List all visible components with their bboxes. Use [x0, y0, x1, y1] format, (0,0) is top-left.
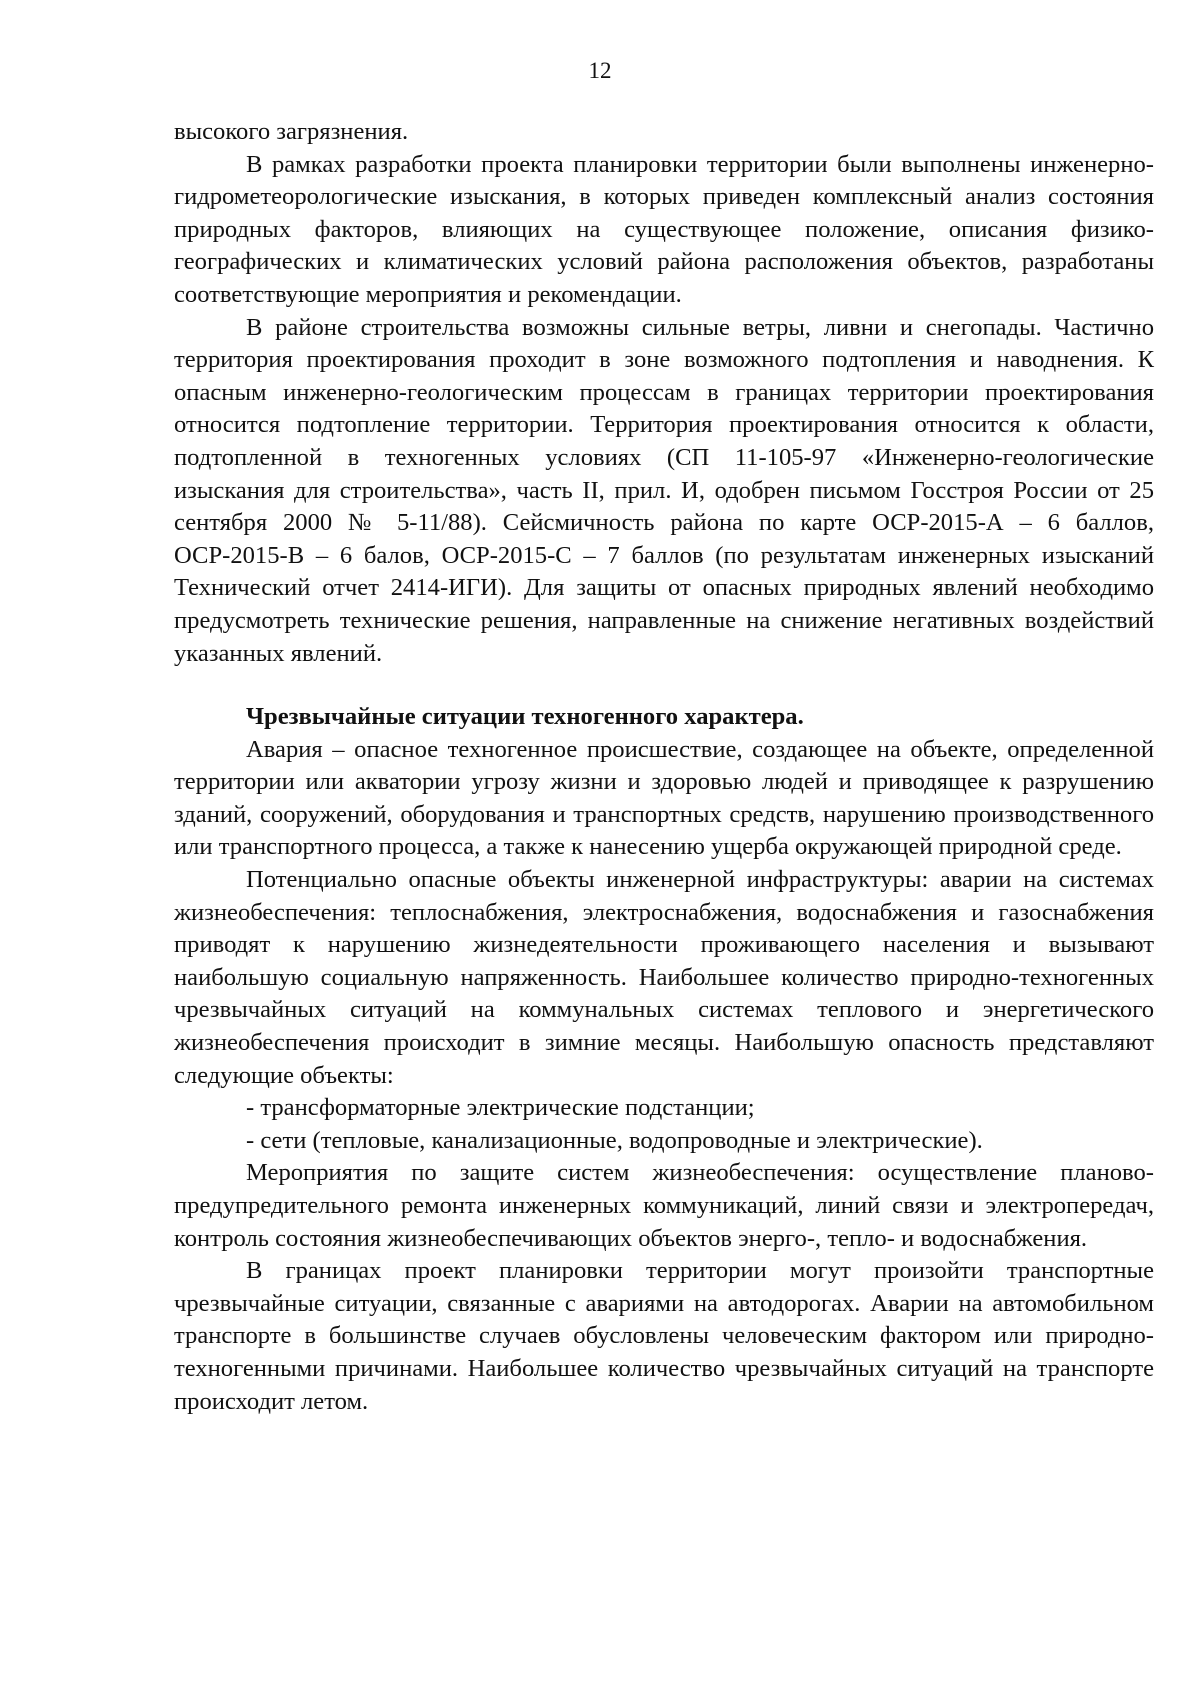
paragraph-transport-emergencies: В границах проект планировки территории могут произойти транспортные чрезвычайные ситуации, связанные с авариями на автодорогах. Аварии на автомобильном транспорте в большинстве случаев обусловлены человеческим фактором или природно-техногенными причинами. Наибольшее количество чрезвычайных ситуаций на транспорте происходит летом. — [174, 1257, 1154, 1415]
paragraph-continuation: высокого загрязнения. — [174, 118, 409, 145]
paragraph-protection-measures: Мероприятия по защите систем жизнеобеспечения: осуществление планово-предупредительного ремонта инженерных коммуникаций, линий связи и электропередач, контроль состояния жизнеобеспечивающих объектов энерго-, тепло- и водоснабжения. — [174, 1159, 1154, 1252]
section-heading: Чрезвычайные ситуации техногенного характера. — [246, 703, 804, 731]
page-number: 12 — [588, 58, 612, 83]
list-item: - трансформаторные электрические подстанции; — [246, 1094, 755, 1122]
page-body — [174, 116, 1154, 1418]
list-item: - сети (тепловые, канализационные, водопроводные и электрические). — [246, 1126, 983, 1154]
paragraph-surveys: В рамках разработки проекта планировки территории были выполнены инженерно-гидрометеорологические изыскания, в которых приведен комплексный анализ состояния природных факторов, влияющих на существующее положение, описания физико-географических и климатических условий района расположения объектов, разработаны соответствующие мероприятия и рекомендации. — [174, 150, 1154, 308]
paragraph-accident-definition: Авария – опасное техногенное происшествие, создающее на объекте, определенной территории или акватории угрозу жизни и здоровью людей и приводящее к разрушению зданий, сооружений, оборудования и транспортных средств, нарушению производственного или транспортного процесса, а также к нанесению ущерба окружающей природной среде. — [174, 735, 1154, 861]
section-spacer — [174, 670, 1154, 701]
paragraph-natural-hazards: В районе строительства возможны сильные ветры, ливни и снегопады. Частично территория проектирования проходит в зоне возможного подтопления и наводнения. К опасным инженерно-геологическим процессам в границах территории проектирования относится подтопление территории. Территория проектирования относится к области, подтопленной в техногенных условиях (СП 11-105-97 «Инженерно-геологические изыскания для строительства», часть II, прил. И, одобрен письмом Госстроя России от 25 сентября 2000 № 5-11/88). Сейсмичность района по карте ОСР-2015-А – 6 баллов, ОСР-2015-В – 6 балов, ОСР-2015-С – 7 баллов (по результатам инженерных изысканий Технический отчет 2414-ИГИ). Для защиты от опасных природных явлений необходимо предусмотреть технические решения, направленные на снижение негативных воздействий указанных явлений. — [174, 313, 1154, 667]
paragraph-infrastructure-hazards: Потенциально опасные объекты инженерной инфраструктуры: аварии на системах жизнеобеспечения: теплоснабжения, электроснабжения, водоснабжения и газоснабжения приводят к нарушению жизнедеятельности проживающего населения и вызывают наибольшую социальную напряженность. Наибольшее количество природно-техногенных чрезвычайных ситуаций на коммунальных системах теплового и энергетического жизнеобеспечения происходит в зимние месяцы. Наибольшую опасность представляют следующие объекты: — [174, 866, 1154, 1089]
